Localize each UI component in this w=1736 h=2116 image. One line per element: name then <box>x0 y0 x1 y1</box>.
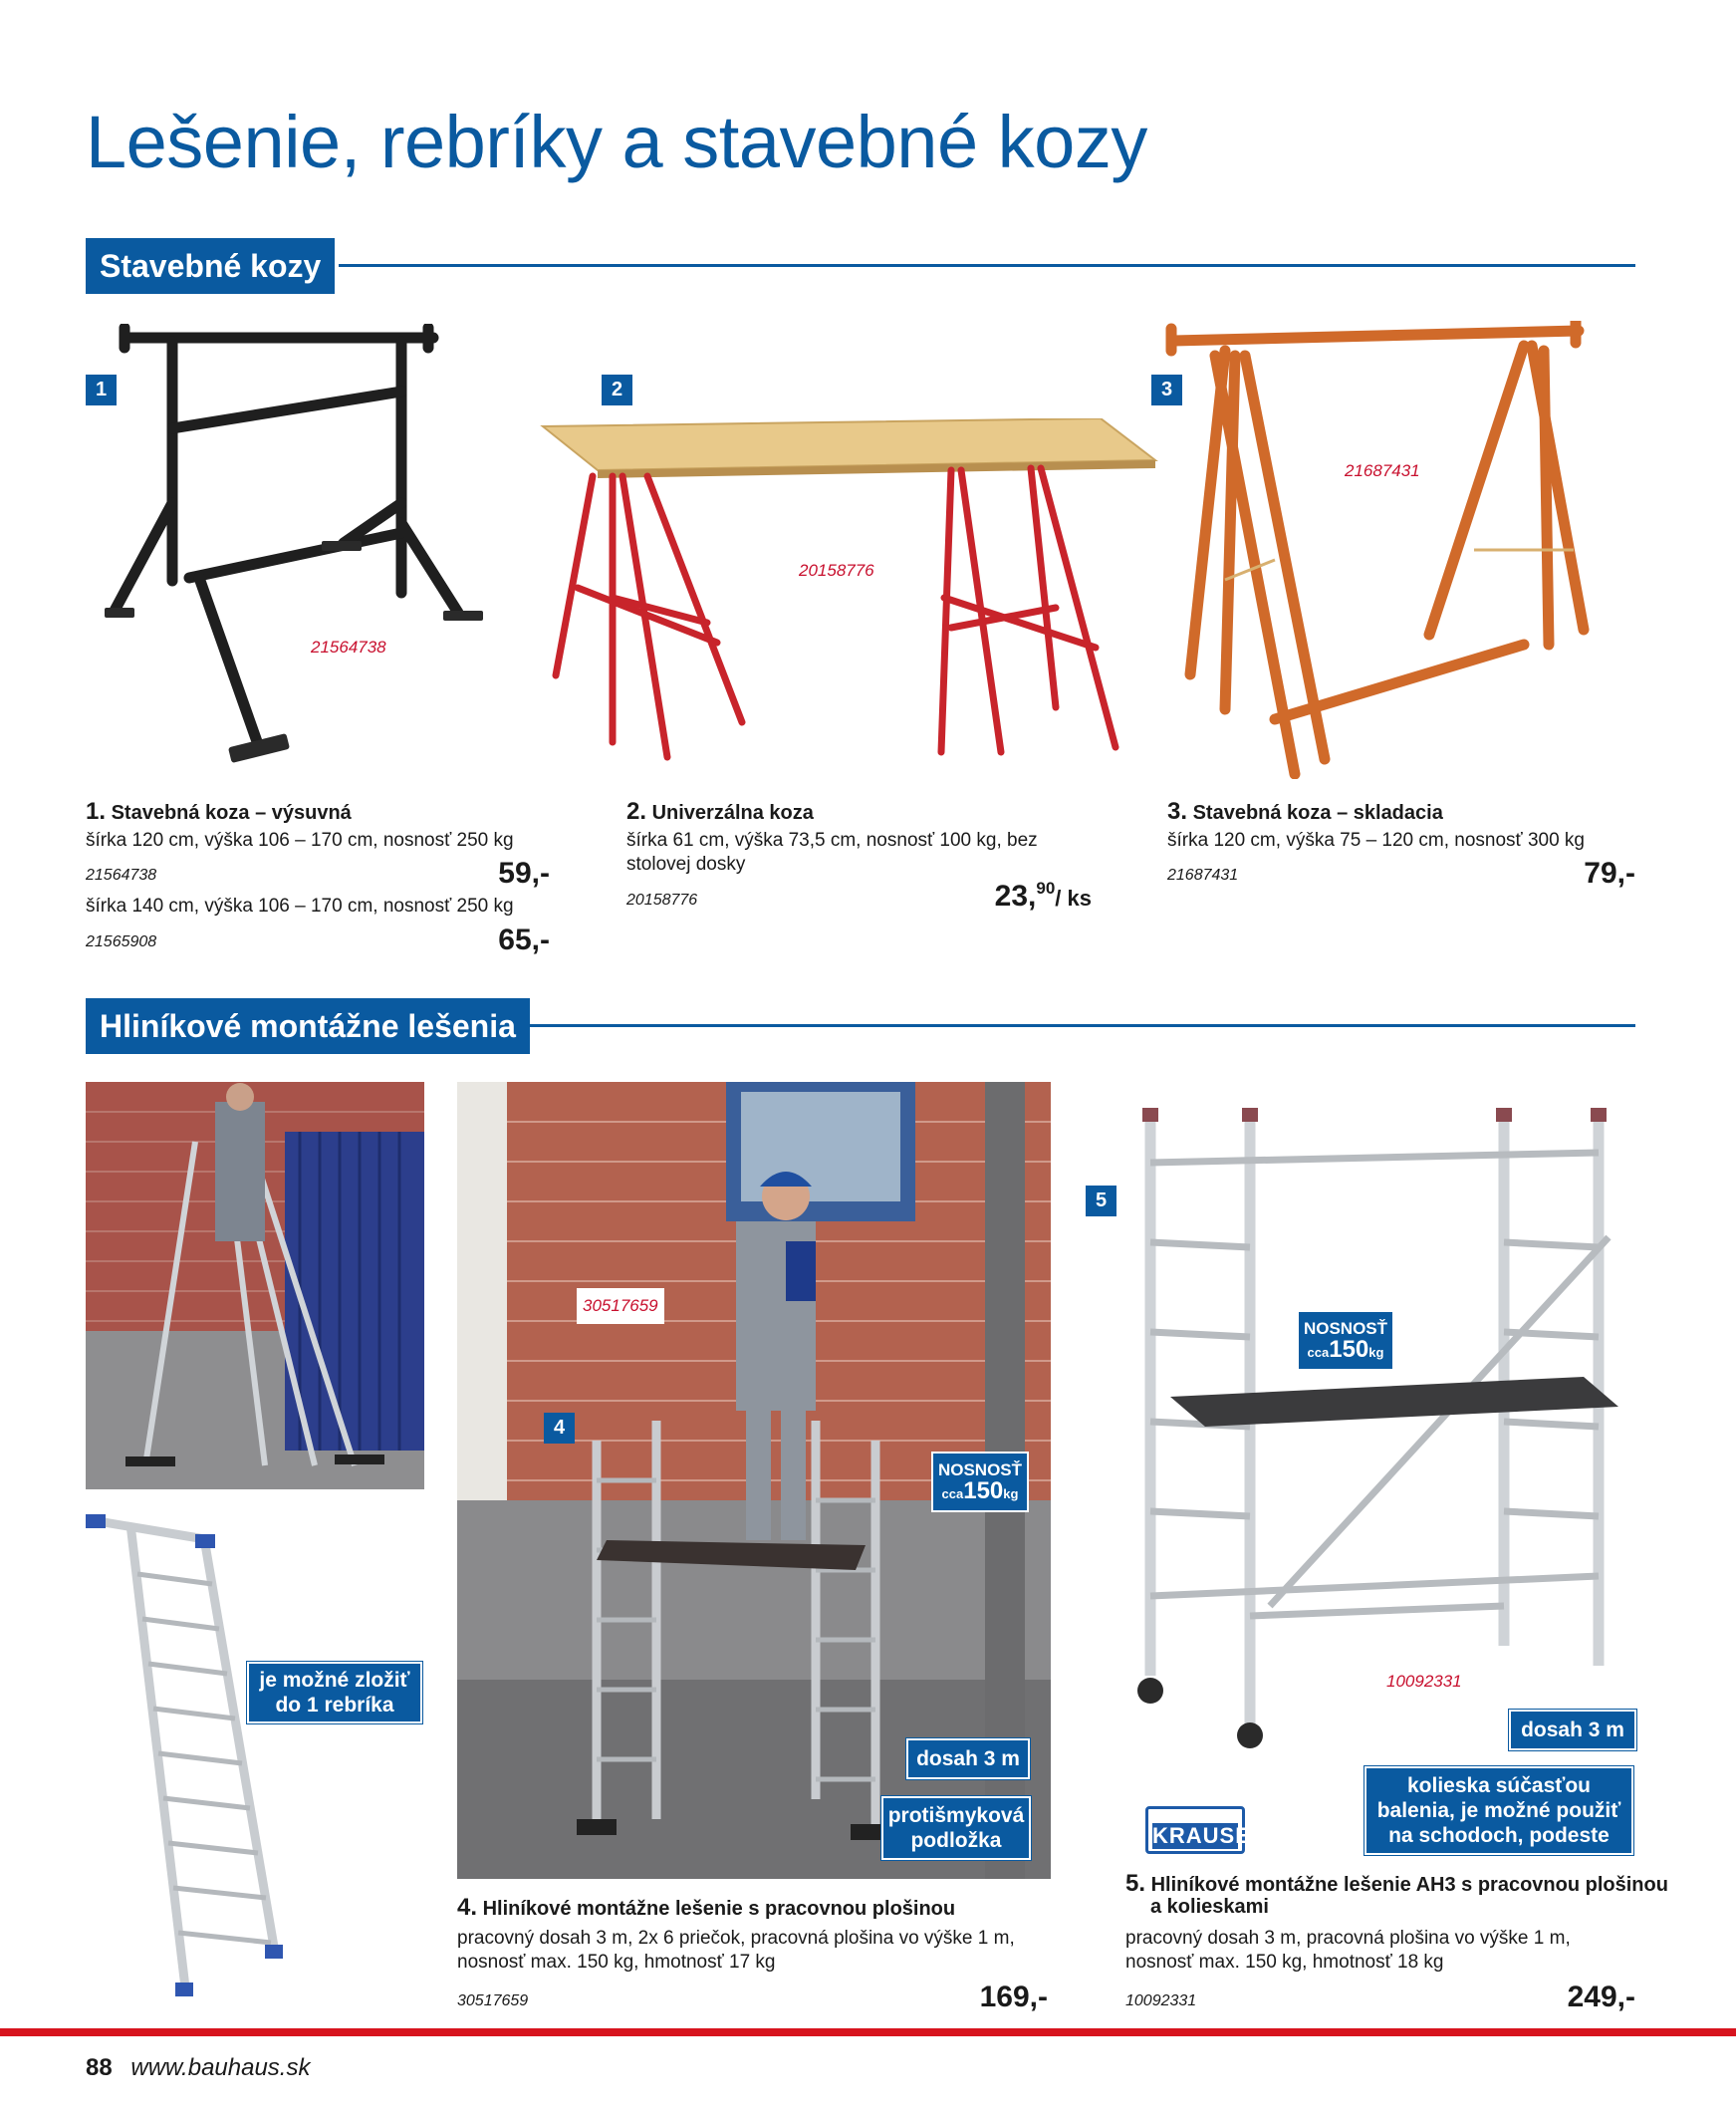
section-divider <box>339 264 1635 267</box>
footer-bar <box>0 2028 1736 2036</box>
product-name: Hliníkové montážne lešenie AH3 s pracovnou plošinou <box>1150 1874 1668 1896</box>
capacity-unit: kg <box>1003 1486 1019 1501</box>
image-article-number-3: 21687431 <box>1345 461 1420 480</box>
product-desc-3: šírka 120 cm, výška 75 – 120 cm, nosnosť 300 kg <box>1167 830 1586 851</box>
ladder-usage-photo <box>86 1082 424 1489</box>
product-title-5-line2: a kolieskami <box>1150 1896 1269 1918</box>
product-number: 1. <box>86 798 107 825</box>
capacity-badge-4 <box>931 1452 1029 1512</box>
wheels-line-3: na schodoch, podeste <box>1388 1824 1610 1847</box>
capacity-label: NOSNOSŤ <box>1303 1319 1388 1338</box>
product-badge-5: 5 <box>1086 1186 1116 1216</box>
product-code-3: 21687431 <box>1167 867 1239 884</box>
footer <box>86 2054 310 2082</box>
image-article-number-2: 20158776 <box>799 561 874 580</box>
product-badge-3: 3 <box>1151 375 1182 405</box>
capacity-unit: kg <box>1368 1345 1384 1360</box>
pad-line-2: podložka <box>910 1829 1002 1852</box>
capacity-badge-5 <box>1297 1310 1394 1371</box>
capacity-value-line <box>1301 1336 1390 1363</box>
wheels-line-1: kolieska súčasťou <box>1407 1774 1591 1797</box>
price-unit: / ks <box>1055 886 1092 911</box>
anti-slip-pad-label <box>881 1796 1031 1860</box>
product-code-4: 30517659 <box>457 1992 529 2009</box>
ladder-folded-image <box>86 1514 295 2002</box>
product-price-1b: 65,- <box>498 924 550 956</box>
product-title-1 <box>86 798 352 826</box>
product-number: 3. <box>1167 798 1188 825</box>
ladder-fold-label <box>247 1662 422 1723</box>
product-number: 5. <box>1125 1870 1146 1897</box>
product-title-5 <box>1125 1870 1668 1898</box>
image-article-number-1: 21564738 <box>311 638 386 657</box>
section-heading-stavebne-kozy: Stavebné kozy <box>86 238 335 294</box>
image-article-number-4: 30517659 <box>577 1288 664 1324</box>
product-badge-4: 4 <box>544 1413 575 1444</box>
product-number: 2. <box>626 798 647 825</box>
fold-line-2: do 1 rebríka <box>275 1694 394 1717</box>
product-title-2 <box>626 798 814 826</box>
wheels-line-2: balenia, je možné použiť <box>1376 1799 1621 1822</box>
capacity-label: NOSNOSŤ <box>937 1460 1023 1479</box>
krause-logo-text: KRAUSE <box>1152 1823 1251 1848</box>
reach-label-5: dosah 3 m <box>1509 1710 1636 1750</box>
product-code-5: 10092331 <box>1125 1992 1197 2009</box>
image-article-number-5: 10092331 <box>1386 1672 1462 1691</box>
fold-line-1: je možné zložiť <box>259 1669 410 1692</box>
product-desc-1a: šírka 120 cm, výška 106 – 170 cm, nosnosť 250 kg <box>86 830 514 851</box>
product-badge-1: 1 <box>86 375 117 405</box>
product-code-1b: 21565908 <box>86 933 157 950</box>
product-name: Stavebná koza – skladacia <box>1192 802 1443 824</box>
capacity-value: 150 <box>963 1477 1004 1504</box>
product-code-1a: 21564738 <box>86 867 157 884</box>
product-title-4 <box>457 1894 955 1922</box>
krause-logo <box>1145 1806 1251 1854</box>
capacity-prefix: cca <box>1307 1345 1330 1360</box>
price-main: 23, <box>994 880 1037 913</box>
product-price-3: 79,- <box>1584 857 1635 890</box>
product-title-3 <box>1167 798 1443 826</box>
capacity-value-line <box>935 1477 1025 1504</box>
capacity-value: 150 <box>1329 1336 1369 1363</box>
price-cents: 90 <box>1036 879 1056 898</box>
pad-line-1: protišmyková <box>887 1804 1025 1827</box>
product-price-2 <box>926 879 1092 914</box>
universal-trestle-image <box>538 418 1160 767</box>
reach-label-4: dosah 3 m <box>906 1738 1030 1779</box>
wheels-info-label <box>1364 1766 1633 1855</box>
product-badge-2: 2 <box>602 375 632 405</box>
section-divider <box>525 1024 1635 1027</box>
scaffold-ah3-wheels-image <box>1120 1108 1648 1755</box>
product-name: Hliníkové montážne lešenie s pracovnou plošinou <box>482 1898 956 1920</box>
product-desc-1b: šírka 140 cm, výška 106 – 170 cm, nosnosť 250 kg <box>86 896 514 917</box>
product-desc-5: pracovný dosah 3 m, pracovná plošina vo výške 1 m, nosnosť max. 150 kg, hmotnosť 18 kg <box>1125 1928 1571 1973</box>
website-link[interactable]: www.bauhaus.sk <box>130 2054 311 2081</box>
product-price-5: 249,- <box>1567 1981 1635 2013</box>
product-number: 4. <box>457 1894 478 1921</box>
sawhorse-folding-image <box>1165 321 1653 779</box>
product-code-2: 20158776 <box>626 892 698 909</box>
page-number: 88 <box>86 2054 113 2081</box>
page-title: Lešenie, rebríky a stavebné kozy <box>86 101 1147 183</box>
product-price-4: 169,- <box>979 1981 1048 2013</box>
product-name: Univerzálna koza <box>651 802 814 824</box>
product-price-1a: 59,- <box>498 857 550 890</box>
product-desc-4: pracovný dosah 3 m, 2x 6 priečok, pracovná plošina vo výške 1 m, nosnosť max. 150 kg, hmotnosť 17 kg <box>457 1928 1015 1973</box>
capacity-prefix: cca <box>941 1486 964 1501</box>
sawhorse-extendable-image <box>95 324 523 767</box>
product-name: Stavebná koza – výsuvná <box>111 802 352 824</box>
section-heading-hlinikove-lesenia: Hliníkové montážne lešenia <box>86 998 530 1054</box>
product-desc-2: šírka 61 cm, výška 73,5 cm, nosnosť 100 kg, bez stolovej dosky <box>626 830 1038 875</box>
